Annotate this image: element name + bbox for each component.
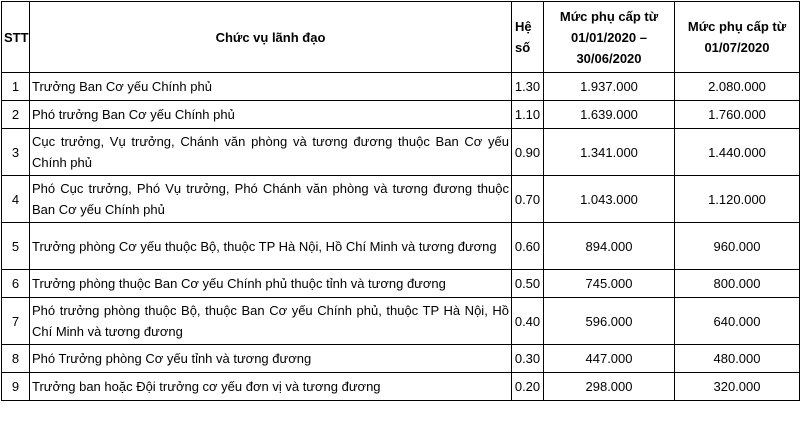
row-coefficient: 0.30: [512, 345, 544, 373]
row-stt: 2: [2, 101, 30, 129]
table-row: [2, 129, 800, 176]
row-stt: 6: [2, 270, 30, 298]
row-allowance-from-july: 1.760.000: [675, 101, 800, 129]
row-stt: 4: [2, 176, 30, 223]
row-stt: 7: [2, 298, 30, 345]
row-coefficient: 0.40: [512, 298, 544, 345]
row-coefficient: 0.20: [512, 373, 544, 401]
row-allowance-2020: 1.341.000: [544, 129, 675, 176]
row-allowance-from-july: 1.440.000: [675, 129, 800, 176]
allowance-table: [1, 1, 800, 401]
header-position: Chức vụ lãnh đạo: [30, 2, 512, 73]
header-stt: STT: [2, 2, 30, 73]
row-position: Trưởng Ban Cơ yếu Chính phủ: [30, 73, 512, 101]
header-coefficient: Hệ số: [512, 2, 544, 73]
row-position: Phó trưởng Ban Cơ yếu Chính phủ: [30, 101, 512, 129]
header-allowance-2020: Mức phụ cấp từ 01/01/2020 – 30/06/2020: [544, 2, 675, 73]
row-coefficient: 1.10: [512, 101, 544, 129]
table-row: [2, 345, 800, 373]
row-allowance-from-july: 2.080.000: [675, 73, 800, 101]
row-allowance-from-july: 1.120.000: [675, 176, 800, 223]
row-allowance-2020: 1.639.000: [544, 101, 675, 129]
row-stt: 3: [2, 129, 30, 176]
row-allowance-from-july: 960.000: [675, 223, 800, 270]
row-position: Phó Cục trưởng, Phó Vụ trưởng, Phó Chánh văn phòng và tương đương thuộc Ban Cơ yếu Chính phủ: [30, 176, 512, 223]
table-body: [2, 73, 800, 401]
row-allowance-2020: 447.000: [544, 345, 675, 373]
row-allowance-from-july: 640.000: [675, 298, 800, 345]
table-row: [2, 373, 800, 401]
table-row: [2, 298, 800, 345]
row-position: Phó trưởng phòng thuộc Bộ, thuộc Ban Cơ yếu Chính phủ, thuộc TP Hà Nội, Hồ Chí Minh và tương đương: [30, 298, 512, 345]
row-stt: 5: [2, 223, 30, 270]
row-allowance-2020: 596.000: [544, 298, 675, 345]
table-row: [2, 223, 800, 270]
row-allowance-from-july: 800.000: [675, 270, 800, 298]
row-allowance-2020: 1.937.000: [544, 73, 675, 101]
row-allowance-from-july: 480.000: [675, 345, 800, 373]
row-position: Trưởng phòng Cơ yếu thuộc Bộ, thuộc TP Hà Nội, Hồ Chí Minh và tương đương: [30, 223, 512, 270]
row-allowance-2020: 745.000: [544, 270, 675, 298]
header-allowance-from-july: Mức phụ cấp từ 01/07/2020: [675, 2, 800, 73]
row-allowance-from-july: 320.000: [675, 373, 800, 401]
row-position: Cục trưởng, Vụ trưởng, Chánh văn phòng và tương đương thuộc Ban Cơ yếu Chính phủ: [30, 129, 512, 176]
row-coefficient: 0.90: [512, 129, 544, 176]
row-stt: 9: [2, 373, 30, 401]
table-row: [2, 101, 800, 129]
row-position: Phó Trưởng phòng Cơ yếu tỉnh và tương đương: [30, 345, 512, 373]
row-stt: 1: [2, 73, 30, 101]
row-allowance-2020: 894.000: [544, 223, 675, 270]
header-row: [2, 2, 800, 73]
table-row: [2, 270, 800, 298]
row-allowance-2020: 1.043.000: [544, 176, 675, 223]
row-position: Trưởng phòng thuộc Ban Cơ yếu Chính phủ thuộc tỉnh và tương đương: [30, 270, 512, 298]
row-coefficient: 1.30: [512, 73, 544, 101]
table-row: [2, 176, 800, 223]
row-allowance-2020: 298.000: [544, 373, 675, 401]
row-coefficient: 0.70: [512, 176, 544, 223]
row-coefficient: 0.60: [512, 223, 544, 270]
row-stt: 8: [2, 345, 30, 373]
row-coefficient: 0.50: [512, 270, 544, 298]
table-row: [2, 73, 800, 101]
row-position: Trưởng ban hoặc Đội trưởng cơ yếu đơn vị và tương đương: [30, 373, 512, 401]
